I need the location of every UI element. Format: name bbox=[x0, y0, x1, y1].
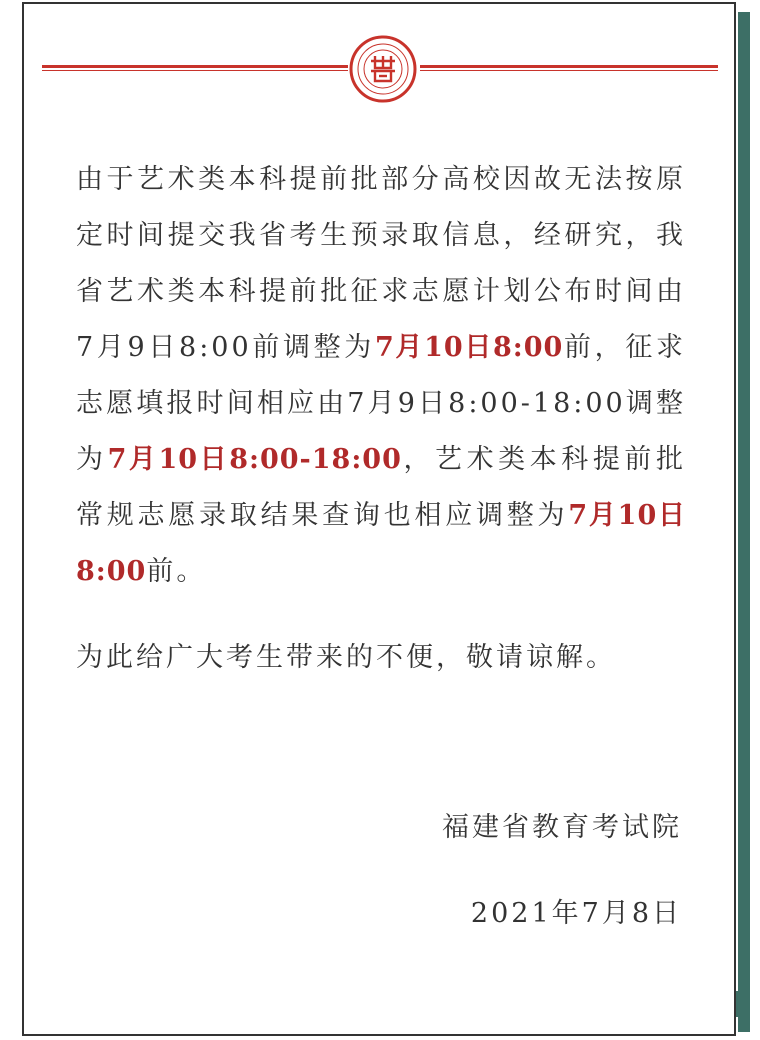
notice-paragraph bbox=[76, 152, 686, 600]
highlight-date-fill: 7月10日8:00-18:00 bbox=[107, 444, 402, 475]
header-rule-left bbox=[42, 65, 348, 71]
apology-paragraph: 为此给广大考生带来的不便，敬请谅解。 bbox=[76, 642, 616, 673]
seal-logo-icon bbox=[349, 35, 417, 103]
highlight-date-result: 7月10日8:00 bbox=[76, 500, 686, 587]
issue-date: 2021年7月8日 bbox=[470, 898, 682, 929]
text-segment: 前，征求志愿填报时间相应由7月9日8:00-18:00调整为 bbox=[76, 332, 687, 475]
text-segment: 由于艺术类本科提前批部分高校因故无法按原定时间提交我省考生预录取信息，经研究，我省艺术类本科提前批征求志愿计划公布时间由7月9日8:00前调整为 bbox=[76, 164, 686, 363]
highlight-date-announce: 7月10日8:00 bbox=[374, 332, 564, 363]
issuer-signature: 福建省教育考试院 bbox=[442, 812, 682, 843]
text-segment: ，艺术类本科提前批常规志愿录取结果查询也相应调整为 bbox=[76, 444, 687, 531]
text-segment: 前。 bbox=[146, 556, 207, 587]
header-rule-right bbox=[420, 65, 718, 71]
decorative-side-bar bbox=[738, 12, 750, 1032]
